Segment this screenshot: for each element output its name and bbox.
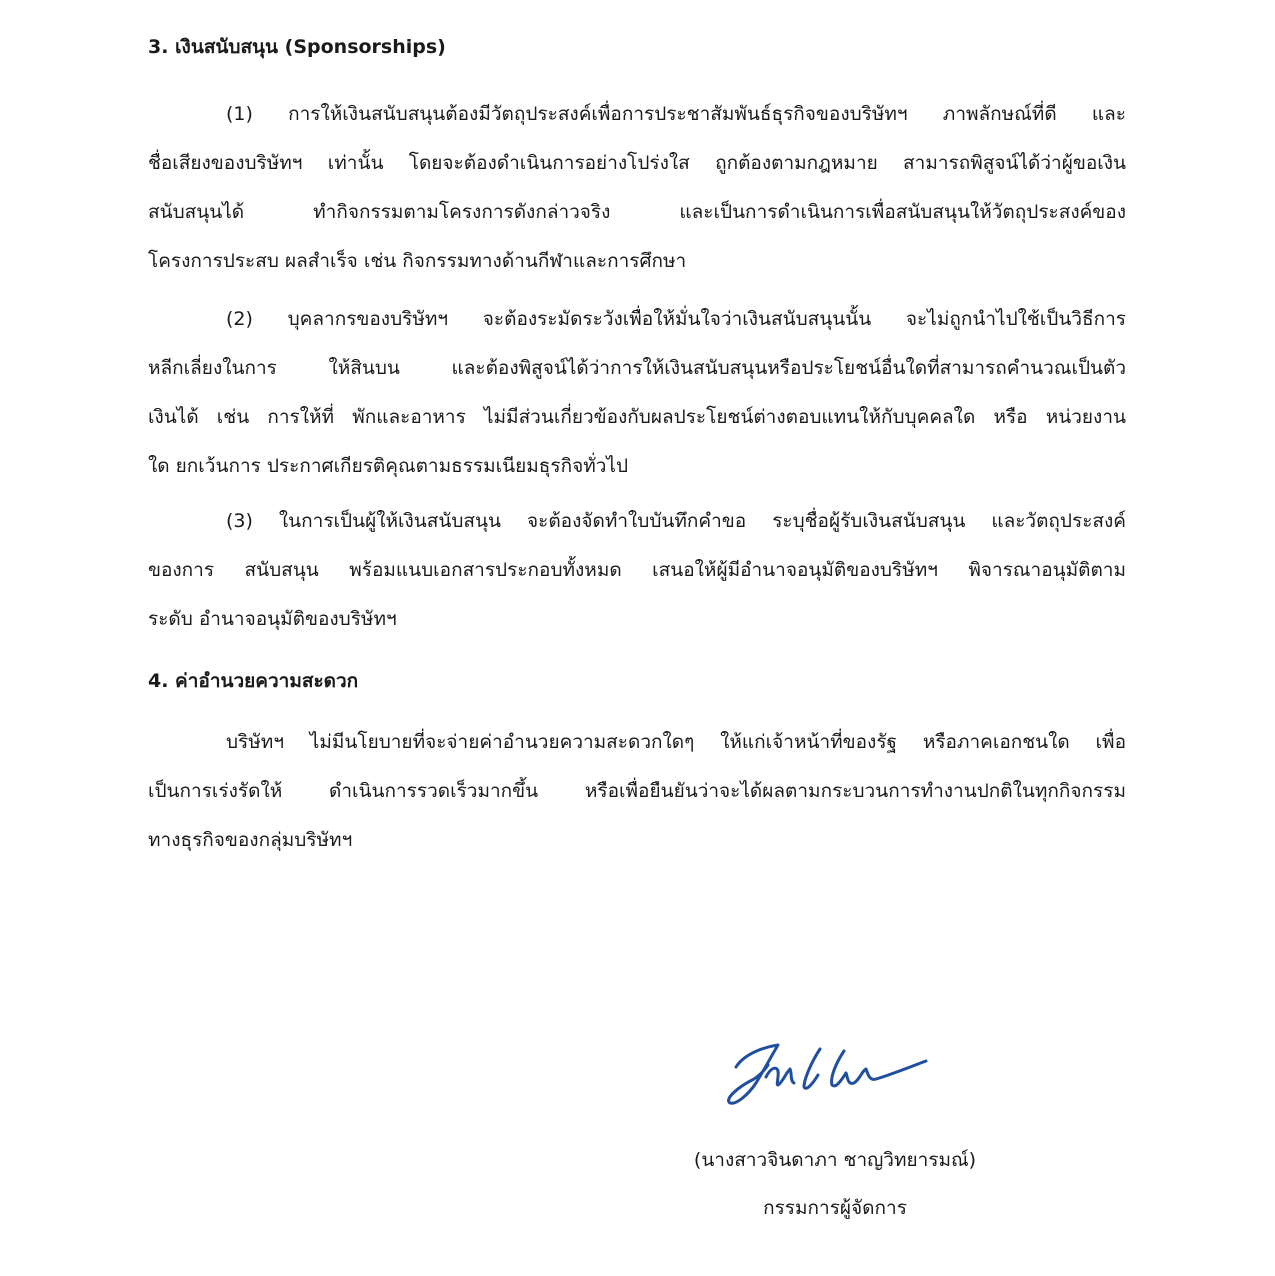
section-4-heading: 4. ค่าอำนวยความสะดวก [148, 670, 359, 692]
paragraph-line: ระดับ อำนาจอนุมัติของบริษัทฯ [148, 608, 397, 630]
paragraph-line: เป็นการเร่งรัดให้ ดำเนินการรวดเร็วมากขึ้น หรือเพื่อยืนยันว่าจะได้ผลตามกระบวนการทำงานปกติในทุกกิจกรรม [148, 780, 1126, 802]
section-3-paragraph-3 [148, 497, 1126, 644]
paragraph-line: โครงการประสบ ผลสำเร็จ เช่น กิจกรรมทางด้านกีฬาและการศึกษา [148, 250, 687, 272]
paragraph-line: สนับสนุนได้ ทำกิจกรรมตามโครงการดังกล่าวจริง และเป็นการดำเนินการเพื่อสนับสนุนให้วัตถุประสงค์ของ [148, 201, 1126, 223]
paragraph-line: ใด ยกเว้นการ ประกาศเกียรติคุณตามธรรมเนียมธุรกิจทั่วไป [148, 455, 629, 477]
handwritten-signature [720, 1035, 940, 1110]
paragraph-line: ทางธุรกิจของกลุ่มบริษัทฯ [148, 829, 353, 851]
paragraph-line: ชื่อเสียงของบริษัทฯ เท่านั้น โดยจะต้องดำเนินการอย่างโปร่งใส ถูกต้องตามกฎหมาย สามารถพิสูจน์ได้ว่าผู้ขอเงิน [148, 152, 1126, 174]
paragraph-line: เงินได้ เช่น การให้ที่ พักและอาหาร ไม่มีส่วนเกี่ยวข้องกับผลประโยชน์ต่างตอบแทนให้กับบุคคลใด หรือ หน่วยงาน [148, 406, 1126, 428]
paragraph-line: (1) การให้เงินสนับสนุนต้องมีวัตถุประสงค์เพื่อการประชาสัมพันธ์ธุรกิจของบริษัทฯ ภาพลักษณ์ที่ดี และ [226, 103, 1126, 125]
section-4-paragraph-1 [148, 718, 1126, 865]
paragraph-line: ของการ สนับสนุน พร้อมแนบเอกสารประกอบทั้งหมด เสนอให้ผู้มีอำนาจอนุมัติของบริษัทฯ พิจารณาอนุมัติตาม [148, 559, 1126, 581]
section-3-paragraph-2 [148, 295, 1126, 491]
signature-icon [720, 1035, 940, 1110]
paragraph-line: หลีกเลี่ยงในการ ให้สินบน และต้องพิสูจน์ได้ว่าการให้เงินสนับสนุนหรือประโยชน์อื่นใดที่สามารถคำนวณเป็นตัว [148, 357, 1126, 379]
section-3-paragraph-1 [148, 90, 1126, 286]
signatory-name: (นางสาวจินดาภา ชาญวิทยารมณ์) [693, 1149, 977, 1171]
paragraph-line: (3) ในการเป็นผู้ให้เงินสนับสนุน จะต้องจัดทำใบบันทึกคำขอ ระบุชื่อผู้รับเงินสนับสนุน และวัตถุประสงค์ [226, 510, 1126, 532]
paragraph-line: (2) บุคลากรของบริษัทฯ จะต้องระมัดระวังเพื่อให้มั่นใจว่าเงินสนับสนุนนั้น จะไม่ถูกนำไปใช้เป็นวิธีการ [226, 308, 1126, 330]
signatory-title: กรรมการผู้จัดการ [763, 1197, 907, 1219]
paragraph-line: บริษัทฯ ไม่มีนโยบายที่จะจ่ายค่าอำนวยความสะดวกใดๆ ให้แก่เจ้าหน้าที่ของรัฐ หรือภาคเอกชนใด เพื่อ [226, 731, 1126, 753]
section-3-heading: 3. เงินสนับสนุน (Sponsorships) [148, 36, 446, 58]
